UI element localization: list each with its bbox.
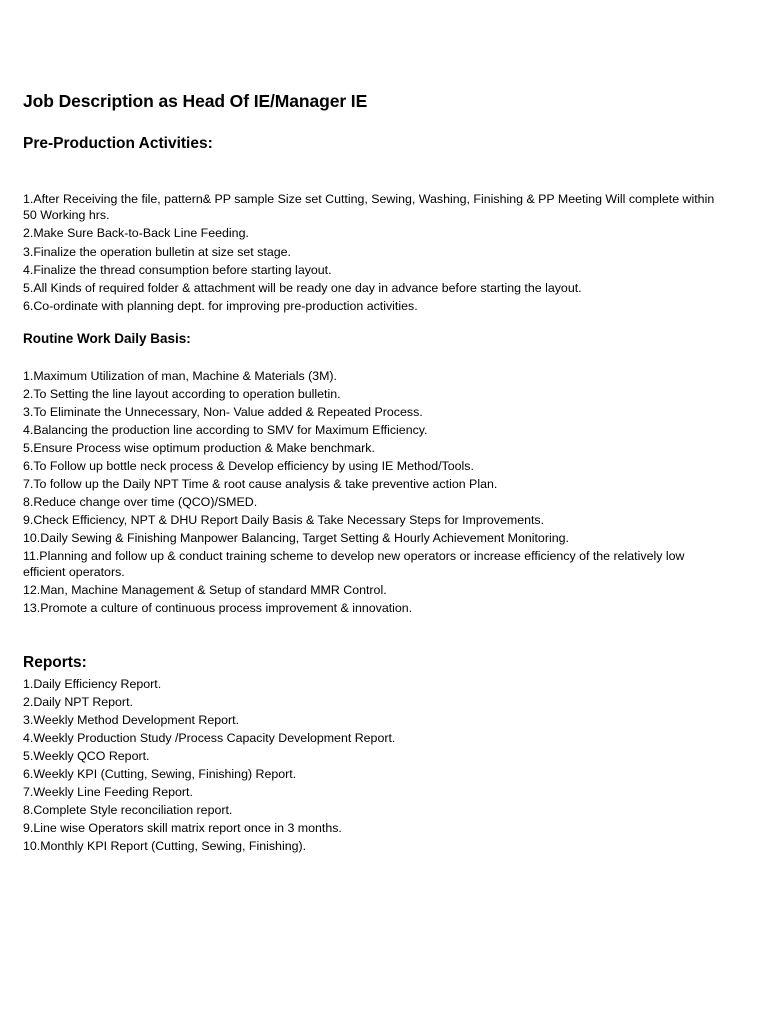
list-item: 6.Weekly KPI (Cutting, Sewing, Finishing) Report. bbox=[23, 767, 297, 781]
list-item: 1.After Receiving the file, pattern& PP sample Size set Cutting, Sewing, Washing, Finishing & PP Meeting Will complete within 50 Working hrs. bbox=[23, 192, 715, 223]
list-item: 13.Promote a culture of continuous process improvement & innovation. bbox=[23, 601, 413, 615]
list-item: 6.Co-ordinate with planning dept. for improving pre-production activities. bbox=[23, 299, 418, 314]
routine-heading: Routine Work Daily Basis: bbox=[23, 331, 191, 346]
list-item: 12.Man, Machine Management & Setup of standard MMR Control. bbox=[23, 583, 387, 597]
list-item: 8.Complete Style reconciliation report. bbox=[23, 803, 233, 817]
list-item: 11.Planning and follow up & conduct training scheme to develop new operators or increase efficiency of the relatively low efficient operators. bbox=[23, 549, 685, 579]
list-item: 1.Daily Efficiency Report. bbox=[23, 677, 162, 691]
routine-list bbox=[23, 367, 723, 617]
list-item: 2.Daily NPT Report. bbox=[23, 695, 133, 709]
list-item: 5.Ensure Process wise optimum production & Make benchmark. bbox=[23, 441, 375, 455]
list-item: 4.Finalize the thread consumption before starting layout. bbox=[23, 262, 332, 277]
list-item: 4.Weekly Production Study /Process Capacity Development Report. bbox=[23, 731, 396, 745]
list-item: 3.Finalize the operation bulletin at size set stage. bbox=[23, 244, 291, 259]
list-item: 10.Monthly KPI Report (Cutting, Sewing, Finishing). bbox=[23, 839, 307, 853]
pre-production-heading: Pre-Production Activities: bbox=[23, 135, 213, 152]
reports-list bbox=[23, 675, 723, 855]
list-item: 3.To Eliminate the Unnecessary, Non- Value added & Repeated Process. bbox=[23, 405, 423, 419]
list-item: 7.Weekly Line Feeding Report. bbox=[23, 785, 193, 799]
reports-heading: Reports: bbox=[23, 654, 87, 671]
list-item: 7.To follow up the Daily NPT Time & root cause analysis & take preventive action Plan. bbox=[23, 477, 498, 491]
list-item: 9.Check Efficiency, NPT & DHU Report Daily Basis & Take Necessary Steps for Improvements. bbox=[23, 513, 545, 527]
pre-production-list bbox=[23, 190, 723, 315]
list-item: 6.To Follow up bottle neck process & Develop efficiency by using IE Method/Tools. bbox=[23, 459, 474, 473]
list-item: 9.Line wise Operators skill matrix report once in 3 months. bbox=[23, 821, 342, 835]
list-item: 10.Daily Sewing & Finishing Manpower Balancing, Target Setting & Hourly Achievement Monitoring. bbox=[23, 531, 569, 545]
list-item: 3.Weekly Method Development Report. bbox=[23, 713, 240, 727]
list-item: 4.Balancing the production line according to SMV for Maximum Efficiency. bbox=[23, 423, 428, 437]
list-item: 2.To Setting the line layout according to operation bulletin. bbox=[23, 387, 341, 401]
document-title: Job Description as Head Of IE/Manager IE bbox=[23, 91, 368, 111]
list-item: 8.Reduce change over time (QCO)/SMED. bbox=[23, 495, 258, 509]
list-item: 2.Make Sure Back-to-Back Line Feeding. bbox=[23, 226, 249, 241]
list-item: 5.All Kinds of required folder & attachment will be ready one day in advance before starting the layout. bbox=[23, 281, 582, 296]
list-item: 1.Maximum Utilization of man, Machine & Materials (3M). bbox=[23, 369, 337, 383]
list-item: 5.Weekly QCO Report. bbox=[23, 749, 150, 763]
